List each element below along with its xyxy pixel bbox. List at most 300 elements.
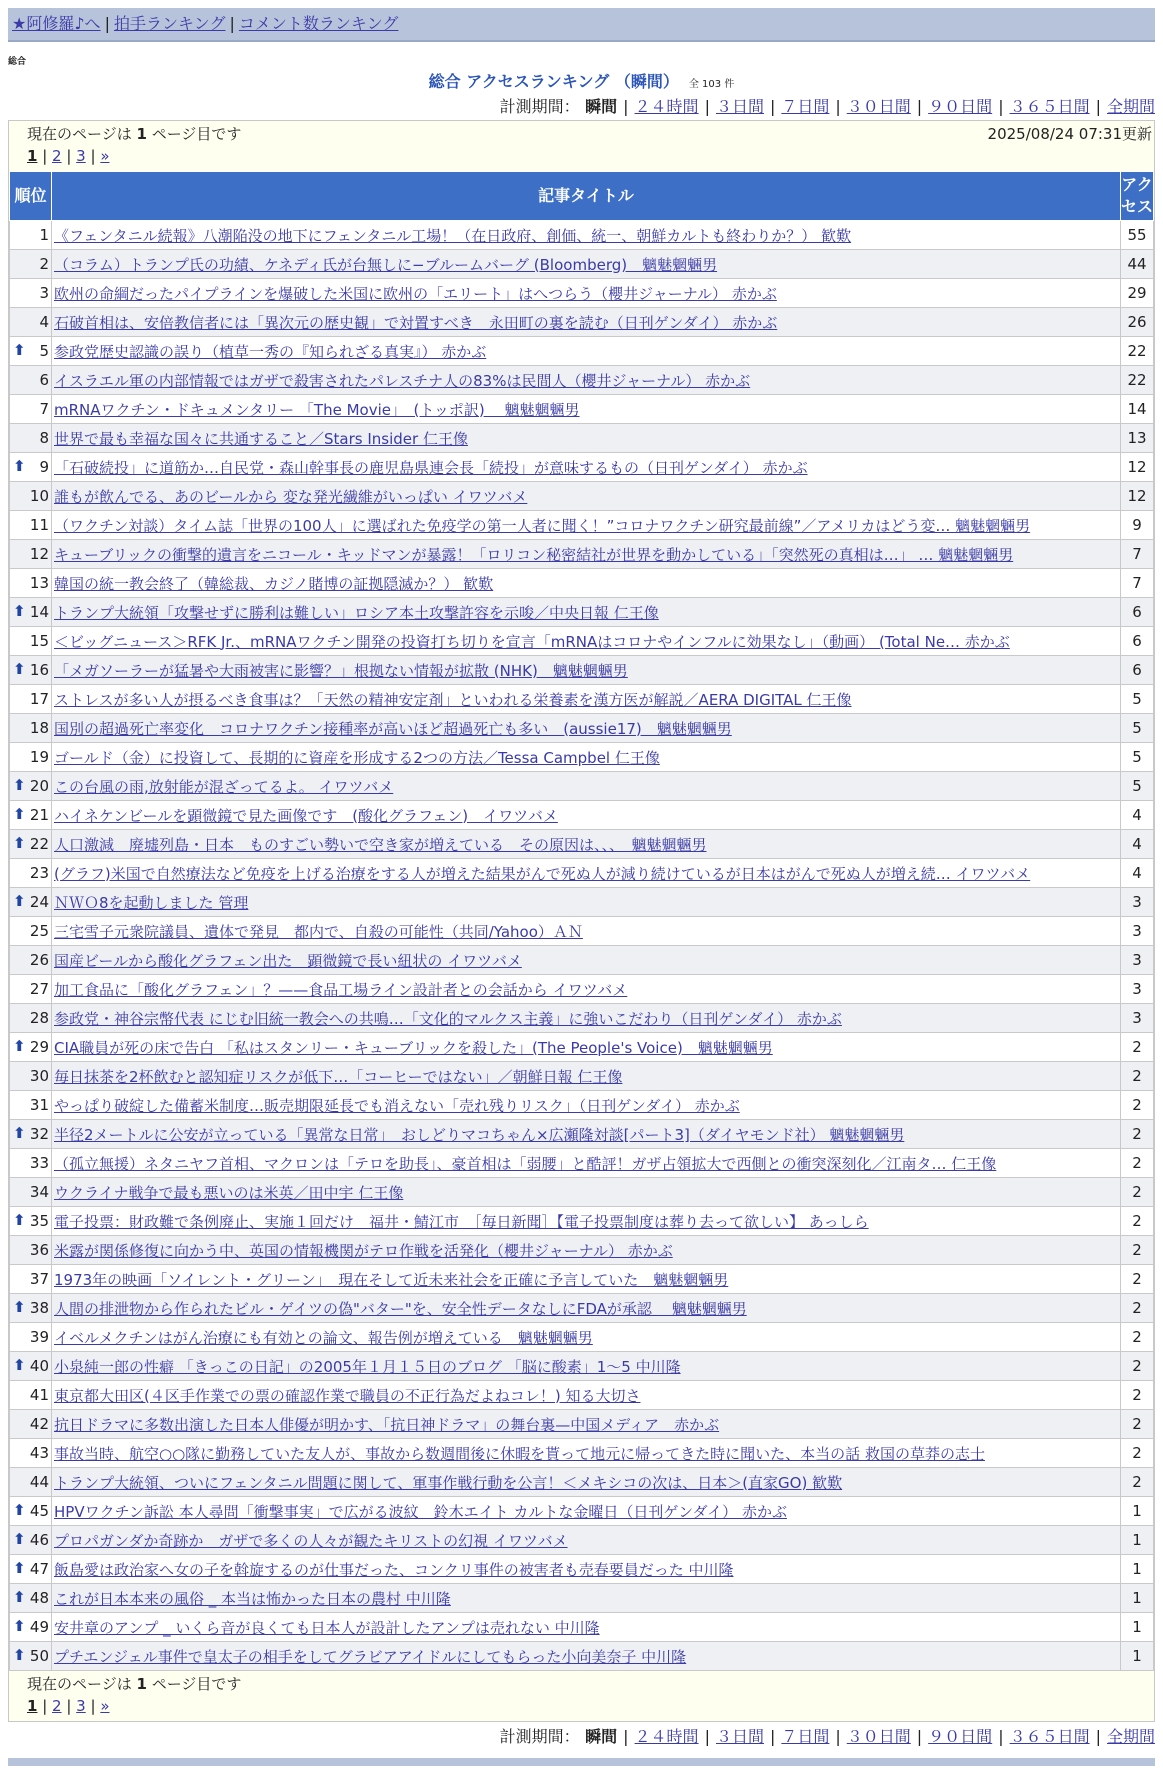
access-count: 7 [1121, 540, 1154, 569]
access-count: 6 [1121, 627, 1154, 656]
table-row [10, 627, 1154, 656]
access-count: 29 [1121, 279, 1154, 308]
period-link-2[interactable]: ７日間 [781, 97, 830, 116]
period-link-6[interactable]: 全期間 [1106, 97, 1155, 116]
access-count: 2 [1121, 1033, 1154, 1062]
rank-number: 15 [29, 632, 49, 650]
period-separator: | [704, 97, 710, 116]
title-cell [52, 482, 1121, 511]
nav-home-link[interactable]: ★阿修羅♪へ [12, 14, 101, 33]
table-row [10, 279, 1154, 308]
up-arrow-icon: ⬆ [13, 834, 26, 852]
title-cell [52, 888, 1121, 917]
pager-next-link[interactable]: » [100, 147, 110, 165]
access-count: 2 [1121, 1120, 1154, 1149]
table-row [10, 801, 1154, 830]
title-cell [52, 221, 1121, 250]
title-cell [52, 279, 1121, 308]
rank-cell [10, 424, 52, 453]
rank-number: 32 [29, 1125, 49, 1143]
rank-number: 12 [29, 545, 49, 563]
col-rank-header: 順位 [10, 172, 52, 221]
table-row [10, 1468, 1154, 1497]
access-count: 2 [1121, 1207, 1154, 1236]
rank-cell [10, 279, 52, 308]
period-link-3[interactable]: ３０日間 [846, 1727, 911, 1746]
article-title-link[interactable]: mRNAワクチン・ドキュメンタリー 「The Movie」 (トッポ訳) 魑魅魍魎男 [54, 400, 580, 419]
rank-number: 39 [29, 1328, 49, 1346]
page-info-bottom [9, 1671, 1154, 1721]
table-row [10, 975, 1154, 1004]
up-arrow-icon: ⬆ [13, 602, 26, 620]
access-count: 1 [1121, 1497, 1154, 1526]
rank-cell [10, 1642, 52, 1671]
access-count: 2 [1121, 1381, 1154, 1410]
access-count: 2 [1121, 1352, 1154, 1381]
article-title-link[interactable]: 石破首相は、安倍教信者には「異次元の歴史観」で対置すべき 永田町の裏を読む（日刊ゲンダイ） 赤かぶ [54, 313, 778, 332]
rank-number: 42 [29, 1415, 49, 1433]
rank-cell [10, 685, 52, 714]
access-count: 2 [1121, 1091, 1154, 1120]
access-count: 1 [1121, 1613, 1154, 1642]
up-arrow-icon: ⬆ [13, 805, 26, 823]
article-title-link[interactable]: 国産ビールから酸化グラフェン出た 顕微鏡で長い紐状の イワツバメ [54, 951, 522, 970]
title-cell [52, 1004, 1121, 1033]
article-title-link[interactable]: 飯島愛は政治家へ女の子を斡旋するのが仕事だった、コンクリ事件の被害者も売春要員だった 中川隆 [54, 1560, 734, 1579]
rank-cell [10, 482, 52, 511]
access-count: 2 [1121, 1294, 1154, 1323]
rank-cell [10, 743, 52, 772]
title-cell [52, 366, 1121, 395]
title-cell [52, 1526, 1121, 1555]
title-cell [52, 1207, 1121, 1236]
article-title-link[interactable]: ＮＷＯ8を起動しました 管理 [54, 893, 249, 912]
title-cell [52, 1265, 1121, 1294]
rank-number: 4 [39, 313, 49, 331]
access-count: 5 [1121, 772, 1154, 801]
pager-page-3[interactable]: 3 [76, 1697, 86, 1715]
rank-number: 31 [29, 1096, 49, 1114]
access-count: 9 [1121, 511, 1154, 540]
period-link-0[interactable]: ２４時間 [634, 97, 699, 116]
article-title-link[interactable]: トランプ大統領、ついにフェンタニル問題に関して、軍事作戦行動を公言！＜メキシコの次は、日本＞(直家GO) 歓歎 [54, 1473, 843, 1492]
rank-number: 11 [29, 516, 49, 534]
article-title-link[interactable]: やっぱり破綻した備蓄米制度…販売期限延長でも消えない「売れ残りリスク」（日刊ゲンダイ） 赤かぶ [54, 1096, 740, 1115]
title-cell [52, 1555, 1121, 1584]
period-label: 計測期間： [499, 1727, 580, 1746]
article-title-link[interactable]: （ワクチン対談）タイム誌「世界の100人」に選ばれた免疫学の第一人者に聞く！”コロナワクチン研究最前線”／アメリカはどう変… 魑魅魍魎男 [54, 516, 1031, 535]
period-link-1[interactable]: ３日間 [715, 97, 764, 116]
rank-number: 29 [29, 1038, 49, 1056]
rank-cell [10, 1468, 52, 1497]
access-count: 12 [1121, 453, 1154, 482]
table-header-row [10, 172, 1154, 221]
up-arrow-icon: ⬆ [13, 341, 26, 359]
article-title-link[interactable]: 世界で最も幸福な国々に共通すること／Stars Insider 仁王像 [54, 429, 468, 448]
table-row [10, 1178, 1154, 1207]
period-current: 瞬間 [579, 1727, 618, 1746]
nav-separator: | [229, 14, 235, 33]
rank-cell [10, 975, 52, 1004]
title-cell [52, 830, 1121, 859]
rank-cell [10, 511, 52, 540]
access-count: 5 [1121, 714, 1154, 743]
nav-separator: | [104, 14, 110, 33]
table-row [10, 946, 1154, 975]
period-link-1[interactable]: ３日間 [715, 1727, 764, 1746]
access-count: 5 [1121, 743, 1154, 772]
table-row [10, 714, 1154, 743]
period-separator: | [769, 1727, 776, 1746]
table-row [10, 1381, 1154, 1410]
table-row [10, 424, 1154, 453]
period-link-4[interactable]: ９０日間 [928, 97, 993, 116]
title-cell [52, 1642, 1121, 1671]
rank-number: 47 [29, 1560, 49, 1578]
access-count: 2 [1121, 1178, 1154, 1207]
title-cell [52, 1584, 1121, 1613]
table-row [10, 1265, 1154, 1294]
table-row [10, 221, 1154, 250]
rank-number: 26 [29, 951, 49, 969]
pager-next-link[interactable]: » [100, 1697, 110, 1715]
rank-number: 17 [29, 690, 49, 708]
rank-cell [10, 1236, 52, 1265]
article-title-link[interactable]: 電子投票：財政難で条例廃止、実施１回だけ 福井・鯖江市 ［毎日新聞］【電子投票制度は葬り去って欲しい】 あっしら [54, 1212, 869, 1231]
rank-cell [10, 540, 52, 569]
title-cell [52, 598, 1121, 627]
up-arrow-icon: ⬆ [13, 1559, 26, 1577]
rank-cell [10, 221, 52, 250]
rank-cell [10, 250, 52, 279]
article-title-link[interactable]: 事故当時、航空○○隊に勤務していた友人が、事故から数週間後に休暇を貰って地元に帰ってきた時に聞いた、本当の話 救国の草莽の志士 [54, 1444, 985, 1463]
table-row [10, 1004, 1154, 1033]
updated-timestamp: 2025/08/24 07:31更新 [987, 125, 1152, 143]
pager-separator: | [85, 147, 101, 165]
table-row [10, 1236, 1154, 1265]
article-title-link[interactable]: 《フェンタニル続報》八潮陥没の地下にフェンタニル工場！（在日政府、創価、統一、朝鮮カルトも終わりか？） 歓歎 [54, 226, 852, 245]
period-separator: | [998, 97, 1004, 116]
rank-number: 7 [39, 400, 49, 418]
article-count: 全 103 件 [688, 79, 735, 90]
period-current: 瞬間 [579, 97, 618, 116]
rank-number: 50 [29, 1647, 49, 1665]
title-cell [52, 946, 1121, 975]
article-title-link[interactable]: 東京都大田区(４区手作業での票の確認作業で職員の不正行為だよねコレ！) 知る大切さ [54, 1386, 641, 1405]
period-link-4[interactable]: ９０日間 [928, 1727, 993, 1746]
rank-cell [10, 1410, 52, 1439]
rank-cell [10, 830, 52, 859]
title-cell [52, 569, 1121, 598]
article-title-link[interactable]: 三宅雪子元衆院議員、遺体で発見 都内で、自殺の可能性（共同/Yahoo）ＡＮ [54, 922, 583, 941]
up-arrow-icon: ⬆ [13, 1588, 26, 1606]
rank-number: 19 [29, 748, 49, 766]
ranking-rows [10, 221, 1154, 1671]
rank-number: 44 [29, 1473, 49, 1491]
footer-bar [8, 1758, 1155, 1766]
rank-cell [10, 946, 52, 975]
up-arrow-icon: ⬆ [13, 660, 26, 678]
up-arrow-icon: ⬆ [13, 1356, 26, 1374]
table-row [10, 1062, 1154, 1091]
table-row [10, 569, 1154, 598]
rank-number: 14 [29, 603, 49, 621]
article-title-link[interactable]: 米露が関係修復に向かう中、英国の情報機関がテロ作戦を活発化（櫻井ジャーナル） 赤かぶ [54, 1241, 673, 1260]
article-title-link[interactable]: （孤立無援）ネタニヤフ首相、マクロンは「テロを助長」、豪首相は「弱腰」と酷評！ガザ占領拡大で西側との衝突深刻化／江南タ… 仁王像 [54, 1154, 997, 1173]
access-count: 22 [1121, 366, 1154, 395]
period-separator: | [769, 97, 776, 116]
rank-number: 49 [29, 1618, 49, 1636]
rank-cell [10, 859, 52, 888]
page-title-text: 総合 アクセスランキング （瞬間） [428, 72, 679, 91]
title-cell [52, 1410, 1121, 1439]
table-row [10, 453, 1154, 482]
title-cell [52, 1352, 1121, 1381]
pager-separator: | [37, 1697, 53, 1715]
article-title-link[interactable]: プロパガンダか奇跡か ガザで多くの人々が観たキリストの幻視 イワツバメ [54, 1531, 568, 1550]
period-link-2[interactable]: ７日間 [781, 1727, 830, 1746]
rank-number: 1 [39, 226, 49, 244]
period-separator: | [1095, 1727, 1101, 1746]
article-title-link[interactable]: 人間の排泄物から作られたビル・ゲイツの偽"バター"を、安全性データなしにFDAが承認 魑魅魍魎男 [54, 1299, 747, 1318]
period-link-5[interactable]: ３６５日間 [1009, 1727, 1090, 1746]
period-separator: | [835, 97, 841, 116]
article-title-link[interactable]: 欧州の命綱だったパイプラインを爆破した米国に欧州の「エリート」はへつらう（櫻井ジャーナル） 赤かぶ [54, 284, 777, 303]
access-count: 5 [1121, 685, 1154, 714]
access-count: 14 [1121, 395, 1154, 424]
rank-number: 24 [29, 893, 49, 911]
access-count: 4 [1121, 859, 1154, 888]
table-row [10, 395, 1154, 424]
up-arrow-icon: ⬆ [13, 1037, 26, 1055]
rank-cell [10, 569, 52, 598]
title-cell [52, 1497, 1121, 1526]
current-page-text: 現在のページは 1 ページ目です [27, 125, 242, 143]
pager-page-1: 1 [27, 147, 38, 165]
rank-number: 46 [29, 1531, 49, 1549]
article-title-link[interactable]: （コラム）トランプ氏の功績、ケネディ氏が台無しに−ブルームバーグ (Bloomberg) 魑魅魍魎男 [54, 255, 718, 274]
category-label: 総合 [8, 57, 27, 67]
top-navigation [8, 8, 1155, 42]
article-title-link[interactable]: ハイネケンビールを顕微鏡で見た画像です (酸化グラフェン) イワツバメ [54, 806, 558, 825]
access-count: 44 [1121, 250, 1154, 279]
rank-cell [10, 888, 52, 917]
period-separator: | [623, 97, 629, 116]
nav-comment-ranking-link[interactable]: コメント数ランキング [238, 14, 399, 33]
access-count: 4 [1121, 801, 1154, 830]
period-label: 計測期間： [499, 97, 580, 116]
table-row [10, 1294, 1154, 1323]
article-title-link[interactable]: 「メガソーラーが猛暑や大雨被害に影響？」根拠ない情報が拡散 (NHK) 魑魅魍魎男 [54, 661, 628, 680]
title-cell [52, 424, 1121, 453]
table-row [10, 1149, 1154, 1178]
access-count: 6 [1121, 598, 1154, 627]
title-cell [52, 1439, 1121, 1468]
rank-cell [10, 917, 52, 946]
article-title-link[interactable]: イベルメクチンはがん治療にも有効との論文、報告例が増えている 魑魅魍魎男 [54, 1328, 593, 1347]
article-title-link[interactable]: 人口激減 廃墟列島・日本 ものすごい勢いで空き家が増えている その原因は、、、 魑魅魍魎男 [54, 835, 707, 854]
period-separator: | [704, 1727, 710, 1746]
rank-cell [10, 453, 52, 482]
article-title-link[interactable]: ストレスが多い人が摂るべき食事は？「天然の精神安定剤」といわれる栄養素を漢方医が解説／AERA DIGITAL 仁王像 [54, 690, 852, 709]
title-cell [52, 656, 1121, 685]
title-cell [52, 1062, 1121, 1091]
rank-number: 37 [29, 1270, 49, 1288]
access-count: 3 [1121, 1004, 1154, 1033]
rank-number: 33 [29, 1154, 49, 1172]
access-count: 3 [1121, 975, 1154, 1004]
article-title-link[interactable]: HPVワクチン訴訟 本人尋問「衝撃事実」で広がる波紋 鈴木エイト カルトな金曜日（日刊ゲンダイ） 赤かぶ [54, 1502, 787, 1521]
table-row [10, 1555, 1154, 1584]
table-row [10, 1033, 1154, 1062]
access-count: 3 [1121, 917, 1154, 946]
article-title-link[interactable]: キューブリックの衝撃的遺言をニコール・キッドマンが暴露！「ロリコン秘密結社が世界を動かしている」「突然死の真相は…」 … 魑魅魍魎男 [54, 545, 1014, 564]
period-link-5[interactable]: ３６５日間 [1009, 97, 1090, 116]
rank-cell [10, 1091, 52, 1120]
article-title-link[interactable]: ゴールド（金）に投資して、長期的に資産を形成する2つの方法／Tessa Campbel 仁王像 [54, 748, 660, 767]
period-link-0[interactable]: ２４時間 [634, 1727, 699, 1746]
article-title-link[interactable]: (グラフ)米国で自然療法など免疫を上げる治療をする人が増えた結果がんで死ぬ人が減り続けているが日本はがんで死ぬ人が増え続… イワツバメ [54, 864, 1031, 883]
title-cell [52, 250, 1121, 279]
rank-number: 34 [29, 1183, 49, 1201]
article-title-link[interactable]: プチエンジェル事件で皇太子の相手をしてグラビアアイドルにしてもらった小向美奈子 中川隆 [54, 1647, 687, 1666]
article-title-link[interactable]: 韓国の統一教会終了（韓総裁、カジノ賭博の証拠隠滅か？） 歓歎 [54, 574, 494, 593]
access-count: 2 [1121, 1323, 1154, 1352]
article-title-link[interactable]: ウクライナ戦争で最も悪いのは米英／田中宇 仁王像 [54, 1183, 404, 1202]
table-row [10, 1410, 1154, 1439]
access-count: 3 [1121, 946, 1154, 975]
title-cell [52, 540, 1121, 569]
article-title-link[interactable]: この台風の雨,放射能が混ざってるよ。 イワツバメ [54, 777, 394, 796]
rank-number: 6 [39, 371, 49, 389]
pager-page-2[interactable]: 2 [52, 147, 62, 165]
up-arrow-icon: ⬆ [13, 1617, 26, 1635]
article-title-link[interactable]: 抗日ドラマに多数出演した日本人俳優が明かす、「抗日神ドラマ」の舞台裏—中国メディア 赤かぶ [54, 1415, 720, 1434]
pager-page-2[interactable]: 2 [52, 1697, 62, 1715]
period-separator: | [916, 1727, 923, 1746]
title-cell [52, 1091, 1121, 1120]
article-title-link[interactable]: これが日本本来の風俗 _ 本当は怖かった日本の農村 中川隆 [54, 1589, 451, 1608]
article-title-link[interactable]: 参政党歴史認識の誤り（植草一秀の『知られざる真実』） 赤かぶ [54, 342, 487, 361]
rank-cell [10, 308, 52, 337]
pager-bottom [27, 1695, 1152, 1717]
page-info-top [9, 121, 1154, 171]
period-link-3[interactable]: ３０日間 [846, 97, 911, 116]
up-arrow-icon: ⬆ [13, 1124, 26, 1142]
rank-cell [10, 1149, 52, 1178]
access-count: 12 [1121, 482, 1154, 511]
rank-cell [10, 598, 52, 627]
table-row [10, 743, 1154, 772]
pager-page-3[interactable]: 3 [76, 147, 86, 165]
article-title-link[interactable]: 小泉純一郎の性癖 「きっこの日記」の2005年１月１５日のブログ 「脳に酸素」1～5 中川隆 [54, 1357, 681, 1376]
article-title-link[interactable]: 安井章のアンプ _ いくら音が良くても日本人が設計したアンプは売れない 中川隆 [54, 1618, 600, 1637]
col-title-header: 記事タイトル [52, 172, 1121, 221]
access-count: 1 [1121, 1642, 1154, 1671]
table-row [10, 1497, 1154, 1526]
title-cell [52, 1613, 1121, 1642]
table-row [10, 598, 1154, 627]
rank-cell [10, 714, 52, 743]
rank-number: 41 [29, 1386, 49, 1404]
rank-cell [10, 1265, 52, 1294]
access-count: 26 [1121, 308, 1154, 337]
article-title-link[interactable]: 誰もが飲んでる、あのビールから 変な発光繊維がいっぱい イワツバメ [54, 487, 528, 506]
article-title-link[interactable]: 参政党・神谷宗幣代表 にじむ旧統一教会への共鳴…「文化的マルクス主義」に強いこだわり（日刊ゲンダイ） 赤かぶ [54, 1009, 842, 1028]
period-selector-top [8, 94, 1155, 120]
period-separator: | [623, 1727, 629, 1746]
col-access-header: アクセス [1121, 172, 1154, 221]
access-count: 2 [1121, 1439, 1154, 1468]
table-row [10, 540, 1154, 569]
rank-number: 8 [39, 429, 49, 447]
table-row [10, 511, 1154, 540]
table-row [10, 1526, 1154, 1555]
pager-separator: | [37, 147, 53, 165]
title-cell [52, 685, 1121, 714]
rank-cell [10, 1526, 52, 1555]
rank-number: 35 [29, 1212, 49, 1230]
rank-number: 2 [39, 255, 49, 273]
title-cell [52, 1178, 1121, 1207]
article-title-link[interactable]: ＜ビッグニュース＞RFK Jr.、mRNAワクチン開発の投資打ち切りを宣言「mRNAはコロナやインフルに効果なし」（動画） (Total Ne… 赤かぶ [54, 632, 1010, 651]
access-count: 1 [1121, 1584, 1154, 1613]
article-title-link[interactable]: イスラエル軍の内部情報ではガザで殺害されたパレスチナ人の83%は民間人（櫻井ジャーナル） 赤かぶ [54, 371, 751, 390]
up-arrow-icon: ⬆ [13, 457, 26, 475]
access-count: 3 [1121, 888, 1154, 917]
title-cell [52, 1381, 1121, 1410]
title-cell [52, 308, 1121, 337]
access-count: 4 [1121, 830, 1154, 859]
nav-clap-ranking-link[interactable]: 拍手ランキング [113, 14, 226, 33]
title-cell [52, 1468, 1121, 1497]
access-count: 1 [1121, 1526, 1154, 1555]
access-count: 2 [1121, 1149, 1154, 1178]
rank-number: 3 [39, 284, 49, 302]
table-row [10, 1613, 1154, 1642]
article-title-link[interactable]: 国別の超過死亡率変化 コロナワクチン接種率が高いほど超過死亡も多い (aussie17) 魑魅魍魎男 [54, 719, 732, 738]
access-count: 22 [1121, 337, 1154, 366]
title-cell [52, 859, 1121, 888]
article-title-link[interactable]: 1973年の映画「ソイレント・グリーン」 現在そして近未来社会を正確に予言していた 魑魅魍魎男 [54, 1270, 729, 1289]
title-cell [52, 917, 1121, 946]
table-row [10, 337, 1154, 366]
article-title-link[interactable]: 「石破続投」に道筋か…自民党・森山幹事長の鹿児島県連会長「続投」が意味するもの（日刊ゲンダイ） 赤かぶ [54, 458, 808, 477]
article-title-link[interactable]: 半径2メートルに公安が立っている「異常な日常」 おしどりマコちゃん×広瀬隆対談[パート3]（ダイヤモンド社） 魑魅魍魎男 [54, 1125, 905, 1144]
period-link-6[interactable]: 全期間 [1106, 1727, 1155, 1746]
title-cell [52, 337, 1121, 366]
article-title-link[interactable]: 加工食品に「酸化グラフェン」？——食品工場ライン設計者との会話から イワツバメ [54, 980, 628, 999]
title-cell [52, 801, 1121, 830]
rank-cell [10, 1555, 52, 1584]
table-row [10, 859, 1154, 888]
rank-cell [10, 1294, 52, 1323]
article-title-link[interactable]: 毎日抹茶を2杯飲むと認知症リスクが低下…「コーヒーではない」／朝鮮日報 仁王像 [54, 1067, 623, 1086]
rank-cell [10, 627, 52, 656]
up-arrow-icon: ⬆ [13, 892, 26, 910]
article-title-link[interactable]: CIA職員が死の床で告白 「私はスタンリー・キューブリックを殺した」(The People's Voice) 魑魅魍魎男 [54, 1038, 773, 1057]
rank-cell [10, 1062, 52, 1091]
period-separator: | [916, 97, 923, 116]
up-arrow-icon: ⬆ [13, 1298, 26, 1316]
rank-cell [10, 366, 52, 395]
article-title-link[interactable]: トランプ大統領「攻撃せずに勝利は難しい」ロシア本土攻撃許容を示唆／中央日報 仁王像 [54, 603, 659, 622]
rank-cell [10, 801, 52, 830]
access-count: 2 [1121, 1468, 1154, 1497]
table-row [10, 1352, 1154, 1381]
title-cell [52, 1033, 1121, 1062]
rank-cell [10, 1613, 52, 1642]
